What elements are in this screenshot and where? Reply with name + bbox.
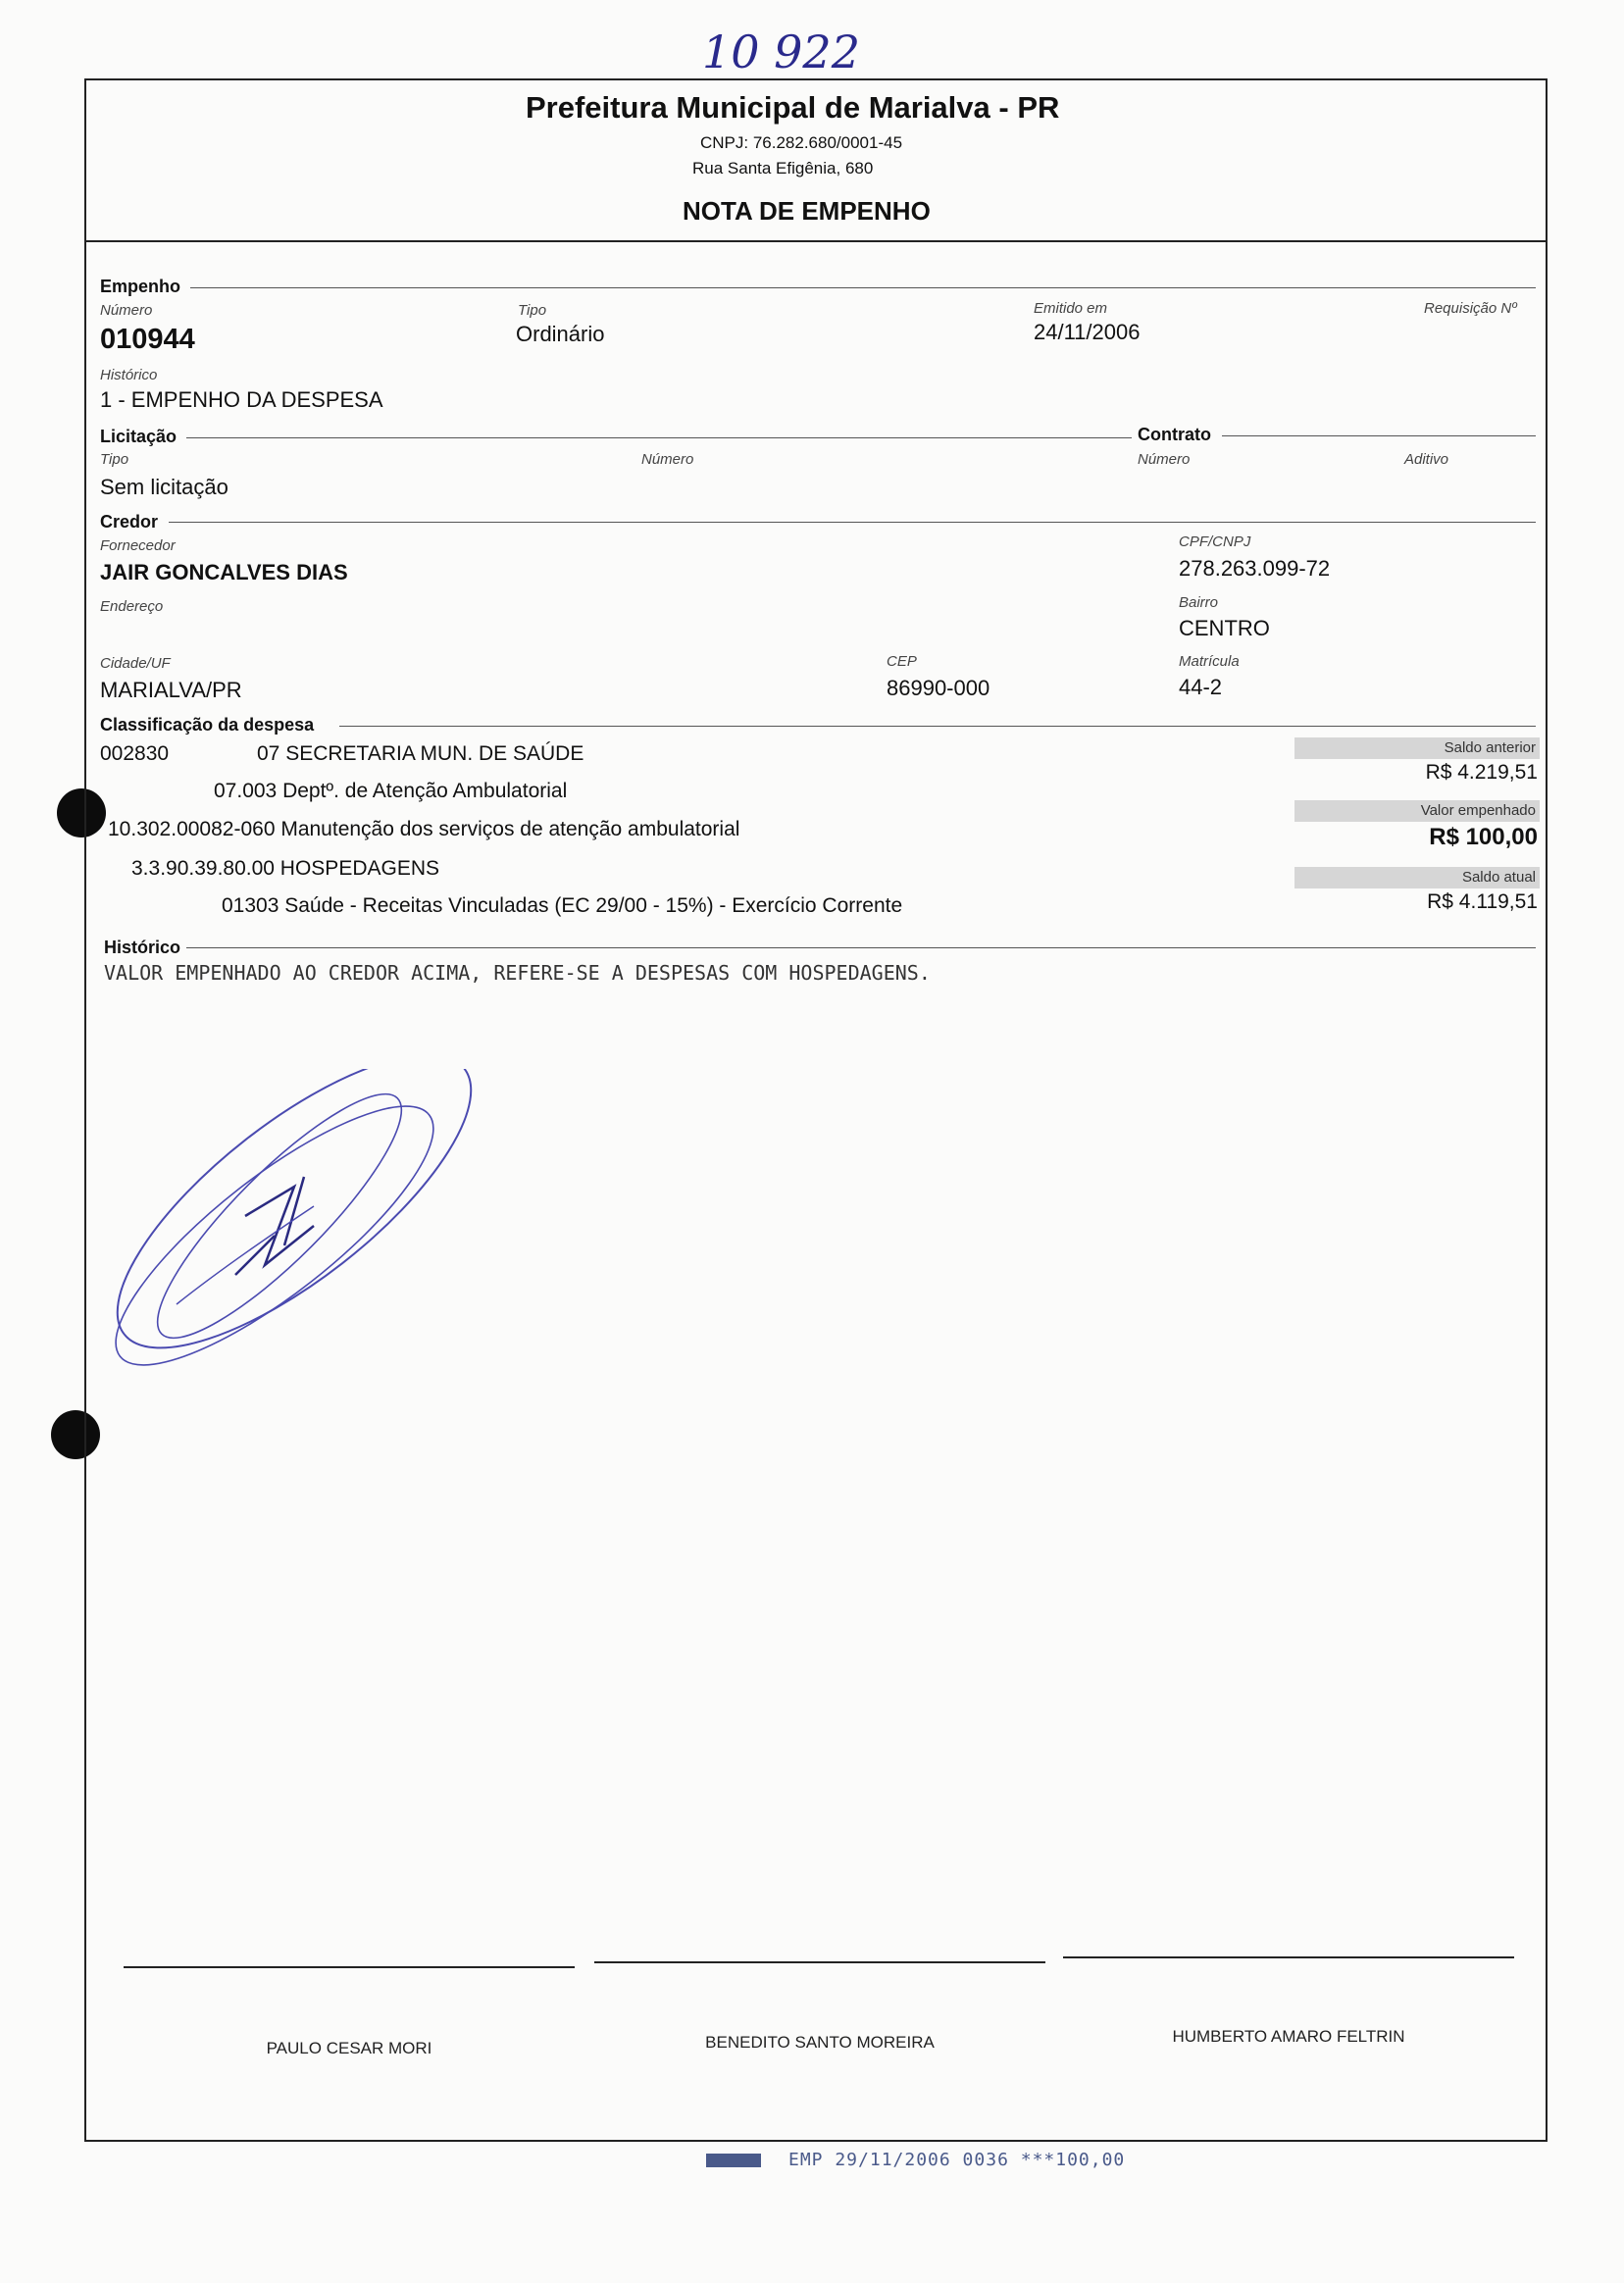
- cidade-value: MARIALVA/PR: [100, 678, 242, 702]
- licitacao-tipo-label: Tipo: [100, 451, 129, 468]
- empenho-tipo-label: Tipo: [518, 302, 547, 319]
- signature-line-1: [124, 1966, 575, 1968]
- licitacao-rule: [186, 437, 1132, 438]
- cidade-label: Cidade/UF: [100, 655, 171, 672]
- emitido-date: 24/11/2006: [1034, 320, 1141, 344]
- matricula-label: Matrícula: [1179, 653, 1240, 670]
- cpf-value: 278.263.099-72: [1179, 556, 1331, 581]
- unidade-name: 07.003 Deptº. de Atenção Ambulatorial: [214, 780, 568, 802]
- licitacao-tipo: Sem licitação: [100, 475, 228, 499]
- signature-line-2: [594, 1961, 1045, 1963]
- cep-value: 86990-000: [887, 676, 990, 700]
- signature-line-3: [1063, 1956, 1514, 1958]
- endereco-label: Endereço: [100, 598, 164, 615]
- historico-rule: [186, 947, 1536, 948]
- section-contrato: Contrato: [1138, 425, 1211, 444]
- signature-name-3: HUMBERTO AMARO FELTRIN: [1172, 2027, 1405, 2046]
- signature-name-1: PAULO CESAR MORI: [266, 2039, 432, 2057]
- bairro-label: Bairro: [1179, 594, 1219, 611]
- saldo-atual-value: R$ 4.119,51: [1427, 890, 1538, 913]
- empenho-historico-label: Histórico: [100, 367, 158, 383]
- matricula-value: 44-2: [1179, 675, 1223, 699]
- address-text: Rua Santa Efigênia, 680: [692, 159, 874, 178]
- bairro-value: CENTRO: [1179, 616, 1270, 640]
- header-divider: [84, 240, 1546, 242]
- historico-text: VALOR EMPENHADO AO CREDOR ACIMA, REFERE-SE A DESPESAS COM HOSPEDAGENS.: [104, 961, 931, 985]
- funcional-name: 10.302.00082-060 Manutenção dos serviços de atenção ambulatorial: [108, 818, 740, 840]
- section-credor: Credor: [100, 512, 159, 532]
- empenho-rule: [190, 287, 1536, 288]
- section-historico: Histórico: [104, 938, 181, 957]
- valor-empenhado-label: Valor empenhado: [1294, 800, 1540, 822]
- fornecedor-label: Fornecedor: [100, 537, 176, 554]
- signature-scribble: [69, 1069, 490, 1393]
- cnpj-text: CNPJ: 76.282.680/0001-45: [700, 133, 903, 152]
- valor-empenhado-value: R$ 100,00: [1429, 824, 1538, 850]
- section-classificacao: Classificação da despesa: [100, 715, 315, 735]
- emitido-label: Emitido em: [1034, 300, 1108, 317]
- saldo-anterior-label: Saldo anterior: [1294, 737, 1540, 759]
- stamp-text: EMP 29/11/2006 0036 ***100,00: [788, 2150, 1126, 2170]
- handwritten-number: 10 922: [702, 25, 860, 78]
- credor-rule: [169, 522, 1536, 523]
- section-licitacao: Licitação: [100, 427, 178, 446]
- empenho-historico: 1 - EMPENHO DA DESPESA: [100, 387, 383, 412]
- empenho-numero: 010944: [100, 324, 195, 355]
- contrato-numero-label: Número: [1138, 451, 1191, 468]
- orgao-name: 07 SECRETARIA MUN. DE SAÚDE: [257, 742, 584, 765]
- cep-label: CEP: [887, 653, 917, 670]
- elemento-name: 3.3.90.39.80.00 HOSPEDAGENS: [131, 857, 440, 880]
- stamp-logo: [706, 2154, 761, 2167]
- empenho-tipo: Ordinário: [516, 322, 605, 346]
- orgao-code: 002830: [100, 742, 170, 765]
- municipality-title: Prefeitura Municipal de Marialva - PR: [526, 90, 1060, 125]
- document-title: NOTA DE EMPENHO: [683, 196, 931, 226]
- contrato-aditivo-label: Aditivo: [1404, 451, 1449, 468]
- section-empenho: Empenho: [100, 277, 181, 296]
- saldo-anterior-value: R$ 4.219,51: [1425, 761, 1538, 784]
- fornecedor-name: JAIR GONCALVES DIAS: [100, 560, 348, 584]
- classificacao-rule: [339, 726, 1536, 727]
- signature-name-2: BENEDITO SANTO MOREIRA: [705, 2033, 935, 2052]
- saldo-atual-label: Saldo atual: [1294, 867, 1540, 888]
- cpf-label: CPF/CNPJ: [1179, 533, 1251, 550]
- requisicao-label: Requisição Nº: [1424, 300, 1517, 317]
- fonte-name: 01303 Saúde - Receitas Vinculadas (EC 29/00 - 15%) - Exercício Corrente: [222, 894, 903, 917]
- licitacao-numero-label: Número: [641, 451, 694, 468]
- contrato-rule: [1222, 435, 1536, 436]
- empenho-numero-label: Número: [100, 302, 153, 319]
